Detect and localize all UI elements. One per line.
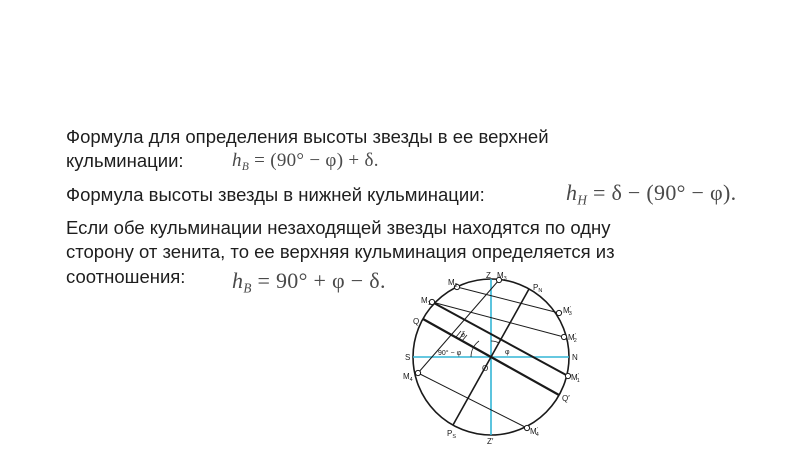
marker-m1p [565,373,570,378]
paragraph-3-line-2: сторону от зенита, то ее верхняя кульминация определяется из [66,241,615,262]
parallel-m1-m1p [432,302,568,376]
marker-m4 [415,370,420,375]
marker-m4p [524,425,529,430]
formula-lower-culmination: $h_H = \delta - (90^\circ - \varphi)$. [566,180,737,208]
paragraph-2: Формула высоты звезды в нижней кульминации: [66,184,485,205]
paragraph-1-line-2: кульминации: [66,150,184,171]
label-angle-90-phi: 90° − φ [438,350,462,357]
label-pn: $P_N$ [533,283,543,294]
parallel-m1-m2p [432,302,564,337]
marker-m2p [561,334,566,339]
paragraph-3-line-1: Если обе кульминации незаходящей звезды находятся по одну [66,217,611,238]
formula-non-setting-star: $h_B = 90^\circ + \varphi - \delta$. [232,268,386,296]
angle-arc-phi [491,341,499,343]
label-m3p: M′ 3 [563,306,572,317]
parallel-m4-m4p [418,373,527,428]
formula-upper-culmination: $h_B = (90^\circ - \varphi) + \delta$. [232,150,379,173]
chord-m3-m4 [418,280,499,373]
angle-labels [438,332,510,357]
label-m3: $M_3$ [497,271,507,282]
label-zp: Z′ [487,437,494,446]
label-n: N [572,353,578,362]
celestial-sphere-diagram [400,262,600,450]
label-q: Q [413,317,420,326]
label-z: Z [486,271,491,280]
label-m1: $M_1$ [421,296,431,307]
celestial-sphere-svg [400,262,600,450]
label-o: O [482,364,489,373]
paragraph-1-line-1: Формула для определения высоты звезды в ее верхней [66,126,549,147]
label-m2p: M′ 2 [568,333,577,344]
label-m2: $M_2$ [448,278,458,289]
label-ps: $P_S$ [447,429,457,440]
label-m4: $M_4$ [403,372,413,383]
label-s: S [405,353,411,362]
label-m4p: M′ 4 [530,427,539,438]
label-m1p: M′ 1 [571,373,580,384]
paragraph-3-line-3: соотношения: [66,266,186,287]
label-delta: δ [461,332,465,339]
label-angle-phi: φ [505,349,510,356]
marker-m3p [556,310,561,315]
label-qp: Q′ [562,394,570,403]
